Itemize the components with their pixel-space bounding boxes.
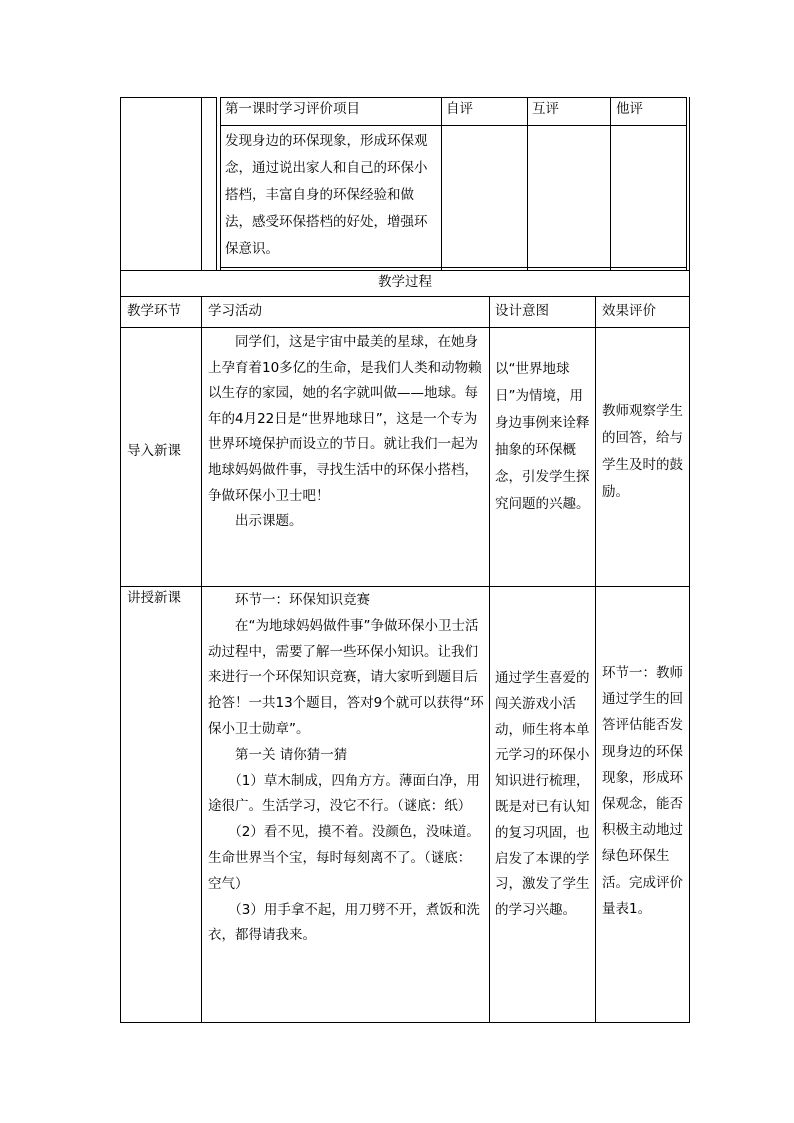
row1-evaluation: 教师观察学生的回答，给与学生及时的鼓励。	[602, 403, 683, 500]
eval-col-divider-2	[527, 97, 528, 270]
header-activity: 学习活动	[208, 303, 262, 319]
header-stage: 教学环节	[127, 303, 181, 319]
eval-header-divider	[220, 125, 687, 126]
eval-header-self: 自评	[446, 101, 473, 117]
eval-header-teacher: 他评	[616, 101, 643, 117]
eval-item-text: 发现身边的环保现象，形成环保观念，通过说出家人和自己的环保小搭档，丰富自身的环保经验和做法，感受环保搭档的好处，增强环保意识。	[225, 133, 428, 257]
process-row-divider	[120, 586, 690, 587]
process-title: 教学过程	[378, 274, 432, 290]
process-col-divider-3	[595, 297, 596, 1023]
outer-right-border	[689, 97, 690, 1023]
eval-header-peer: 互评	[532, 101, 559, 117]
process-col-divider-1	[201, 297, 202, 1023]
eval-left-border-b	[216, 97, 217, 270]
row1-stage: 导入新课	[127, 443, 181, 459]
process-header-divider	[120, 327, 690, 328]
row2-stage: 讲授新课	[127, 590, 181, 606]
eval-right-border	[686, 97, 687, 270]
eval-left-border-a	[201, 97, 202, 270]
row2-activity	[208, 588, 484, 949]
row2-riddle-2: （2）看不见，摸不着。没颜色，没味道。生命世界当个宝，每时每刻离不了。（谜底：空气）	[208, 824, 480, 892]
row1-intent: 以“世界地球日”为情境，用身边事例来诠释抽象的环保概念，引发学生探究问题的兴趣。	[495, 361, 590, 512]
eval-col-divider-1	[441, 97, 442, 270]
process-col-divider-2	[489, 297, 490, 1023]
row2-activity-level-title: 第一关 请你猜一猜	[235, 746, 348, 763]
eval-top-border	[220, 97, 687, 98]
outer-left-border	[120, 97, 121, 1023]
eval-bottom-border	[220, 267, 687, 268]
eval-col-divider-3	[610, 97, 611, 270]
header-evaluation: 效果评价	[602, 303, 656, 319]
row2-activity-intro: 在“为地球妈妈做件事”争做环保小卫士活动过程中，需要了解一些环保小知识。让我们来进行一个环保知识竞赛，请大家听到题目后抢答！一共13个题目，答对9个就可以获得“环保小卫士勋章”。	[208, 617, 484, 737]
row1-activity-para-1: 同学们，这是宇宙中最美的星球，在她身上孕育着10多亿的生命，是我们人类和动物赖以生存的家园，她的名字就叫做——地球。每年的4月22日是“世界地球日”，这是一个专为世界环境保护而设立的节日。就让我们一起为地球妈妈做件事，寻找生活中的环保小搭档，争做环保小卫士吧！	[208, 334, 482, 504]
outer-bottom-border	[120, 1022, 690, 1023]
row2-activity-section-title: 环节一：环保知识竞赛	[235, 592, 370, 608]
row1-activity-para-2: 出示课题。	[235, 513, 303, 530]
header-intent: 设计意图	[495, 303, 549, 319]
eval-header-item: 第一课时学习评价项目	[225, 101, 360, 117]
process-title-divider	[120, 296, 690, 297]
row2-intent: 通过学生喜爱的闯关游戏小活动，师生将本单元学习的环保小知识进行梳理，既是对已有认知的复习巩固，也启发了本课的学习，激发了学生的学习兴趣。	[495, 670, 590, 919]
row2-evaluation: 环节一：教师通过学生的回答评估能否发现身边的环保现象，形成环保观念，能否积极主动地过绿色环保生活。完成评价量表1。	[602, 665, 683, 917]
row2-riddle-3: （3）用手拿不起，用刀劈不开，煮饭和洗衣，都得请我来。	[208, 901, 480, 944]
row1-activity	[208, 330, 484, 535]
eval-inner-left-border	[220, 97, 221, 270]
process-top-border	[120, 270, 690, 271]
row2-riddle-1: （1）草木制成，四角方方。薄面白净，用途很广。生活学习，没它不行。（谜底：纸）	[208, 772, 480, 815]
